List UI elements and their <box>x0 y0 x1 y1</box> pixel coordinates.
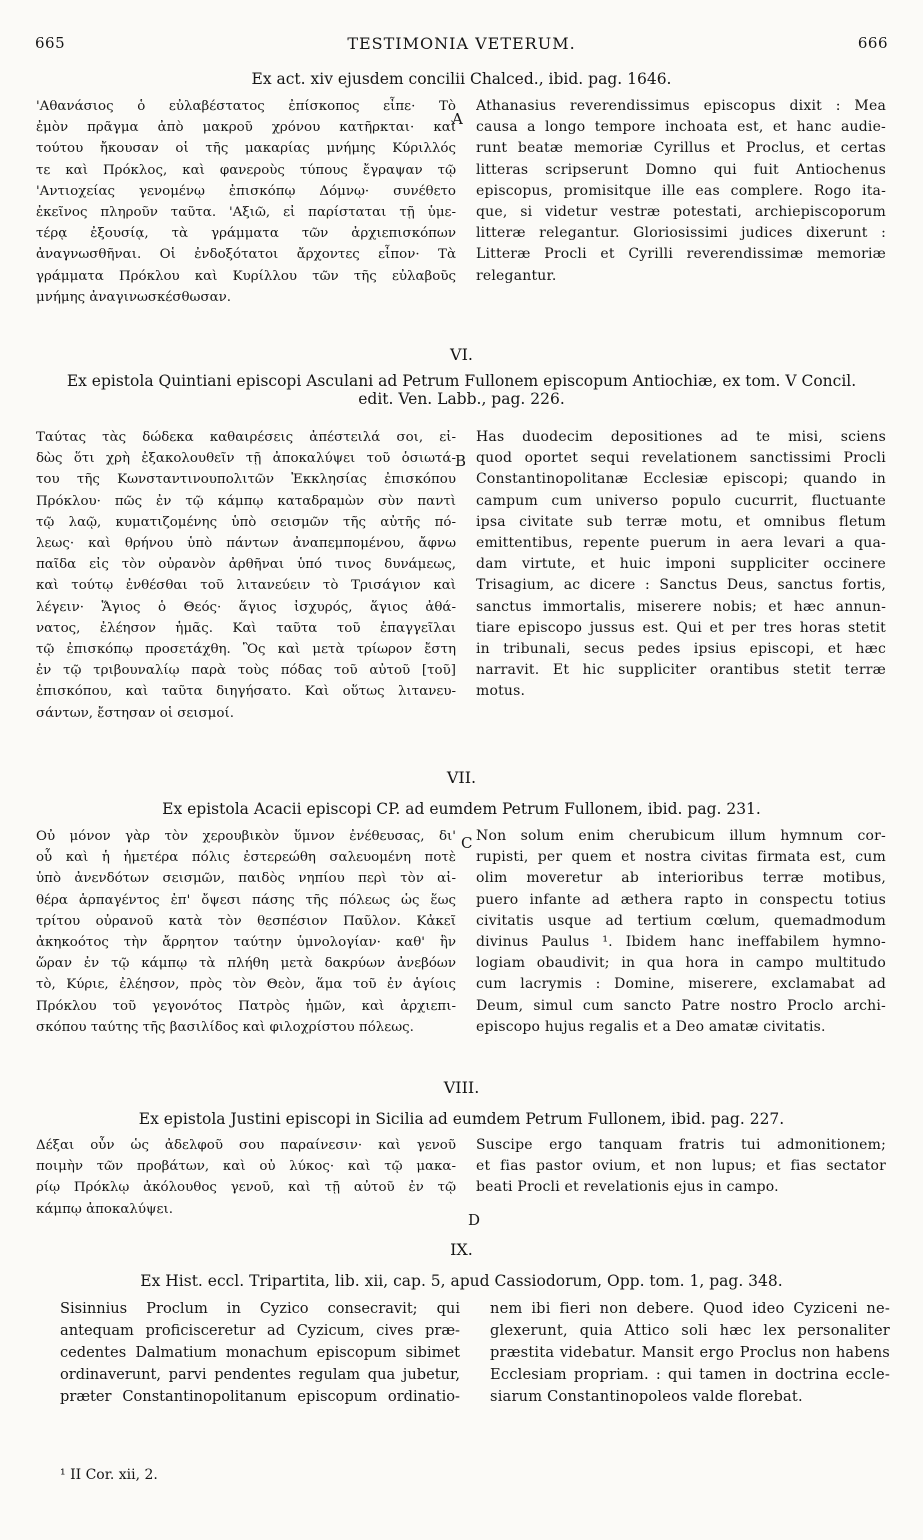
page-number-left: 665 <box>35 34 66 52</box>
section-heading: Ex epistola Justini episcopi in Sicilia ad eumdem Petrum Fullonem, ibid. pag. 227. <box>138 1110 785 1128</box>
footnote: ¹ II Cor. xii, 2. <box>60 1467 158 1483</box>
margin-letter: D <box>468 1211 481 1229</box>
greek-column: Οὐ μόνον γὰρ τὸν χερουβικὸν ὕμνον ἐνέθευσας, δι' οὗ καὶ ἡ ἡμετέρα πόλις ἐστερεώθη σαλευομένη ποτὲ ὑπὸ ἀνενδότων σεισμῶν, παιδὸς νηπίου περὶ τὸν αἰ- θέρα ἁρπαγέντος ἐπ' ὄψεσι πάσης τῆς πόλεως ὡς ἕως τρίτου οὐρανοῦ κατὰ τὸν θεσπέσιον Παῦλον. Κἀκεῖ ἀκηκοότος τὴν ἄρρητον ταύτην ὑμνολογίαν· καθ' ἣν ὥραν ἐν τῷ κάμπῳ τὰ πλήθη μετὰ δακρύων ἀνεβόων τὸ, Κύριε, ἐλέησον, πρὸς τὸν Θεὸν, ἅμα τοῦ ἐν ἁγίοις Πρόκλου τοῦ γεγονότος Πατρὸς ἡμῶν, καὶ ἀρχιεπι- σκόπου ταύτης τῆς βασιλίδος καὶ φιλοχρίστου πόλεως. <box>36 829 456 1035</box>
section-number: IX. <box>450 1240 473 1259</box>
margin-letter: A <box>452 110 463 128</box>
margin-letter: C <box>461 834 473 852</box>
section-heading: Ex epistola Quintiani episcopi Asculani ad Petrum Fullonem episcopum Antiochiæ, ex tom. V Concil. edit. Ven. Labb., pag. 226. <box>66 372 857 408</box>
section-number: VI. <box>450 345 473 364</box>
running-title: TESTIMONIA VETERUM. <box>347 34 576 53</box>
latin-column: Suscipe ergo tanquam fratris tui admonitionem; et fias pastor ovium, et non lupus; et fias sectator beati Procli et revelationis ejus in campo. <box>476 1137 886 1196</box>
latin-column-right: nem ibi fieri non debere. Quod ideo Cyziceni ne- glexerunt, quia Attico soli hæc lex personaliter præstita videbatur. Mansit ergo Proclus non habens Ecclesiam propriam. : qui tamen in doctrina eccle- siarum Constantinopoleos valde florebat. <box>490 1300 890 1405</box>
greek-column: Ταύτας τὰς δώδεκα καθαιρέσεις ἀπέστειλά σοι, εἰ- δὼς ὅτι χρὴ ἐξακολουθεῖν τῇ ἀποκαλύψει τοῦ ὁσιωτά- του τῆς Κωνσταντινουπολιτῶν Ἐκκλησίας ἐπισκόπου Πρόκλου· πῶς ἐν τῷ κάμπῳ καταδραμὼν σὺν παντὶ τῷ λαῷ, κυματιζομένης ὑπὸ σεισμῶν τῆς αὐτῆς πό- λεως· καὶ θρήνου ὑπὸ πάντων ἀναπεμπομένου, ἄφνω παῖδα εἰς τὸν οὐρανὸν ἀρθῆναι ὑπό τινος δυνάμεως, καὶ τούτῳ ἐνθέσθαι τοῦ λιτανεύειν τὸ Τρισάγιον καὶ λέγειν· Ἅγιος ὁ Θεός· ἅγιος ἰσχυρός, ἅγιος ἀθά- νατος, ἐλέησον ἡμᾶς. Καὶ ταῦτα τοῦ ἐπαγγεῖλαι τῷ ἐπισκόπῳ προσετάχθη. Ὃς καὶ μετὰ τρίωρον ἔστη ἐν τῷ τριβουναλίῳ παρὰ τοὺς πόδας τοῦ αὐτοῦ [τοῦ] ἐπισκόπου, καὶ ταῦτα διηγήσατο. Καὶ οὕτως λιτανευ- σάντων, ἔστησαν οἱ σεισμοί. <box>36 430 456 721</box>
latin-column: Non solum enim cherubicum illum hymnum cor- rupisti, per quem et nostra civitas firmata est, cum olim moveretur ab interioribus terræ motibus, puero infante ad æthera rapto in conspectu totius civitatis usque ad tertium cœlum, quemadmodum divinus Paulus ¹. Ibidem hanc ineffabilem hymno- logiam obaudivit; in qua hora in campo multitudo cum lacrymis : Domine, miserere, exclamabat ad Deum, simul cum sancto Patre nostro Proclo archi- episcopo hujus regalis et a Deo amatæ civitatis. <box>476 828 886 1035</box>
margin-letter: B <box>455 452 467 470</box>
section-number: VIII. <box>443 1078 480 1097</box>
page-number-right: 666 <box>857 34 888 52</box>
latin-column: Athanasius reverendissimus episcopus dixit : Mea causa a longo tempore inchoata est, et hanc audie- runt beatæ memoriæ Cyrillus et Proclus, et certas litteras scripserunt Domno qui fuit Antiochenus episcopus, promisitque ille eas complere. Rogo ita- que, si videtur vestræ potestati, archiepiscoporum litteræ relegantur. Gloriosissimi judices dixerunt : Litteræ Procli et Cyrilli reverendissimæ memoriæ relegantur. <box>476 98 886 284</box>
latin-column-left: Sisinnius Proclum in Cyzico consecravit; qui antequam proficisceretur ad Cyzicum, cives præ- cedentes Dalmatium monachum episcopum sibimet ordinaverunt, parvi pendentes regulam qua jubetur, præter Constantinopolitanum episcopum ordinatio- <box>60 1300 460 1405</box>
section-heading: Ex act. xiv ejusdem concilii Chalced., ibid. pag. 1646. <box>251 70 672 88</box>
greek-column: Δέξαι οὖν ὡς ἀδελφοῦ σου παραίνεσιν· καὶ γενοῦ ποιμὴν τῶν προβάτων, καὶ οὐ λύκος· καὶ τῷ μακα- ρίῳ Πρόκλῳ ἀκόλουθος γενοῦ, καὶ τῇ αὐτοῦ ἐν τῷ κάμπῳ ἀποκαλύψει. <box>36 1138 456 1217</box>
greek-column: 'Αθανάσιος ὁ εὐλαβέστατος ἐπίσκοπος εἶπε· Τὸ ἐμὸν πρᾶγμα ἀπὸ μακροῦ χρόνου κατῆρκται· καὶ τούτου ἤκουσαν οἱ τῆς μακαρίας μνήμης Κύριλλός τε καὶ Πρόκλος, καὶ φανεροὺς τύπους ἔγραψαν τῷ 'Αντιοχείας γενομένῳ ἐπισκόπῳ Δόμνῳ· συνέθετο ἐκεῖνος πληροῦν ταῦτα. 'Αξιῶ, εἰ παρίσταται τῇ ὑμε- τέρᾳ ἐξουσίᾳ, τὰ γράμματα τῶν ἀρχιεπισκόπων ἀναγνωσθῆναι. Οἱ ἐνδοξότατοι ἄρχοντες εἶπον· Τὰ γράμματα Πρόκλου καὶ Κυρίλλου τῶν τῆς εὐλαβοῦς μνήμης ἀναγινωσκέσθωσαν. <box>36 99 456 305</box>
latin-column: Has duodecim depositiones ad te misi, sciens quod oportet sequi revelationem sanctissimi Procli Constantinopolitanæ Ecclesiæ episcopi; quando in campum cum universo populo cucurrit, fluctuante ipsa civitate sub terræ motu, et omnibus fletum emittentibus, repente puerum in aera levari a qua- dam virtute, et huic imponi suppliciter occinere Trisagium, ac dicere : Sanctus Deus, sanctus fortis, sanctus immortalis, miserere nobis; et hæc annun- tiare episcopo jussus est. Qui et per tres horas stetit in tribunali, secus pedes ipsius episcopi, et hæc narravit. Et hic suppliciter orantibus stetit terræ motus. <box>476 429 886 700</box>
section-number: VII. <box>446 768 477 787</box>
section-heading: Ex Hist. eccl. Tripartita, lib. xii, cap. 5, apud Cassiodorum, Opp. tom. 1, pag. 348. <box>140 1272 783 1290</box>
section-heading: Ex epistola Acacii episcopi CP. ad eumdem Petrum Fullonem, ibid. pag. 231. <box>162 800 761 818</box>
